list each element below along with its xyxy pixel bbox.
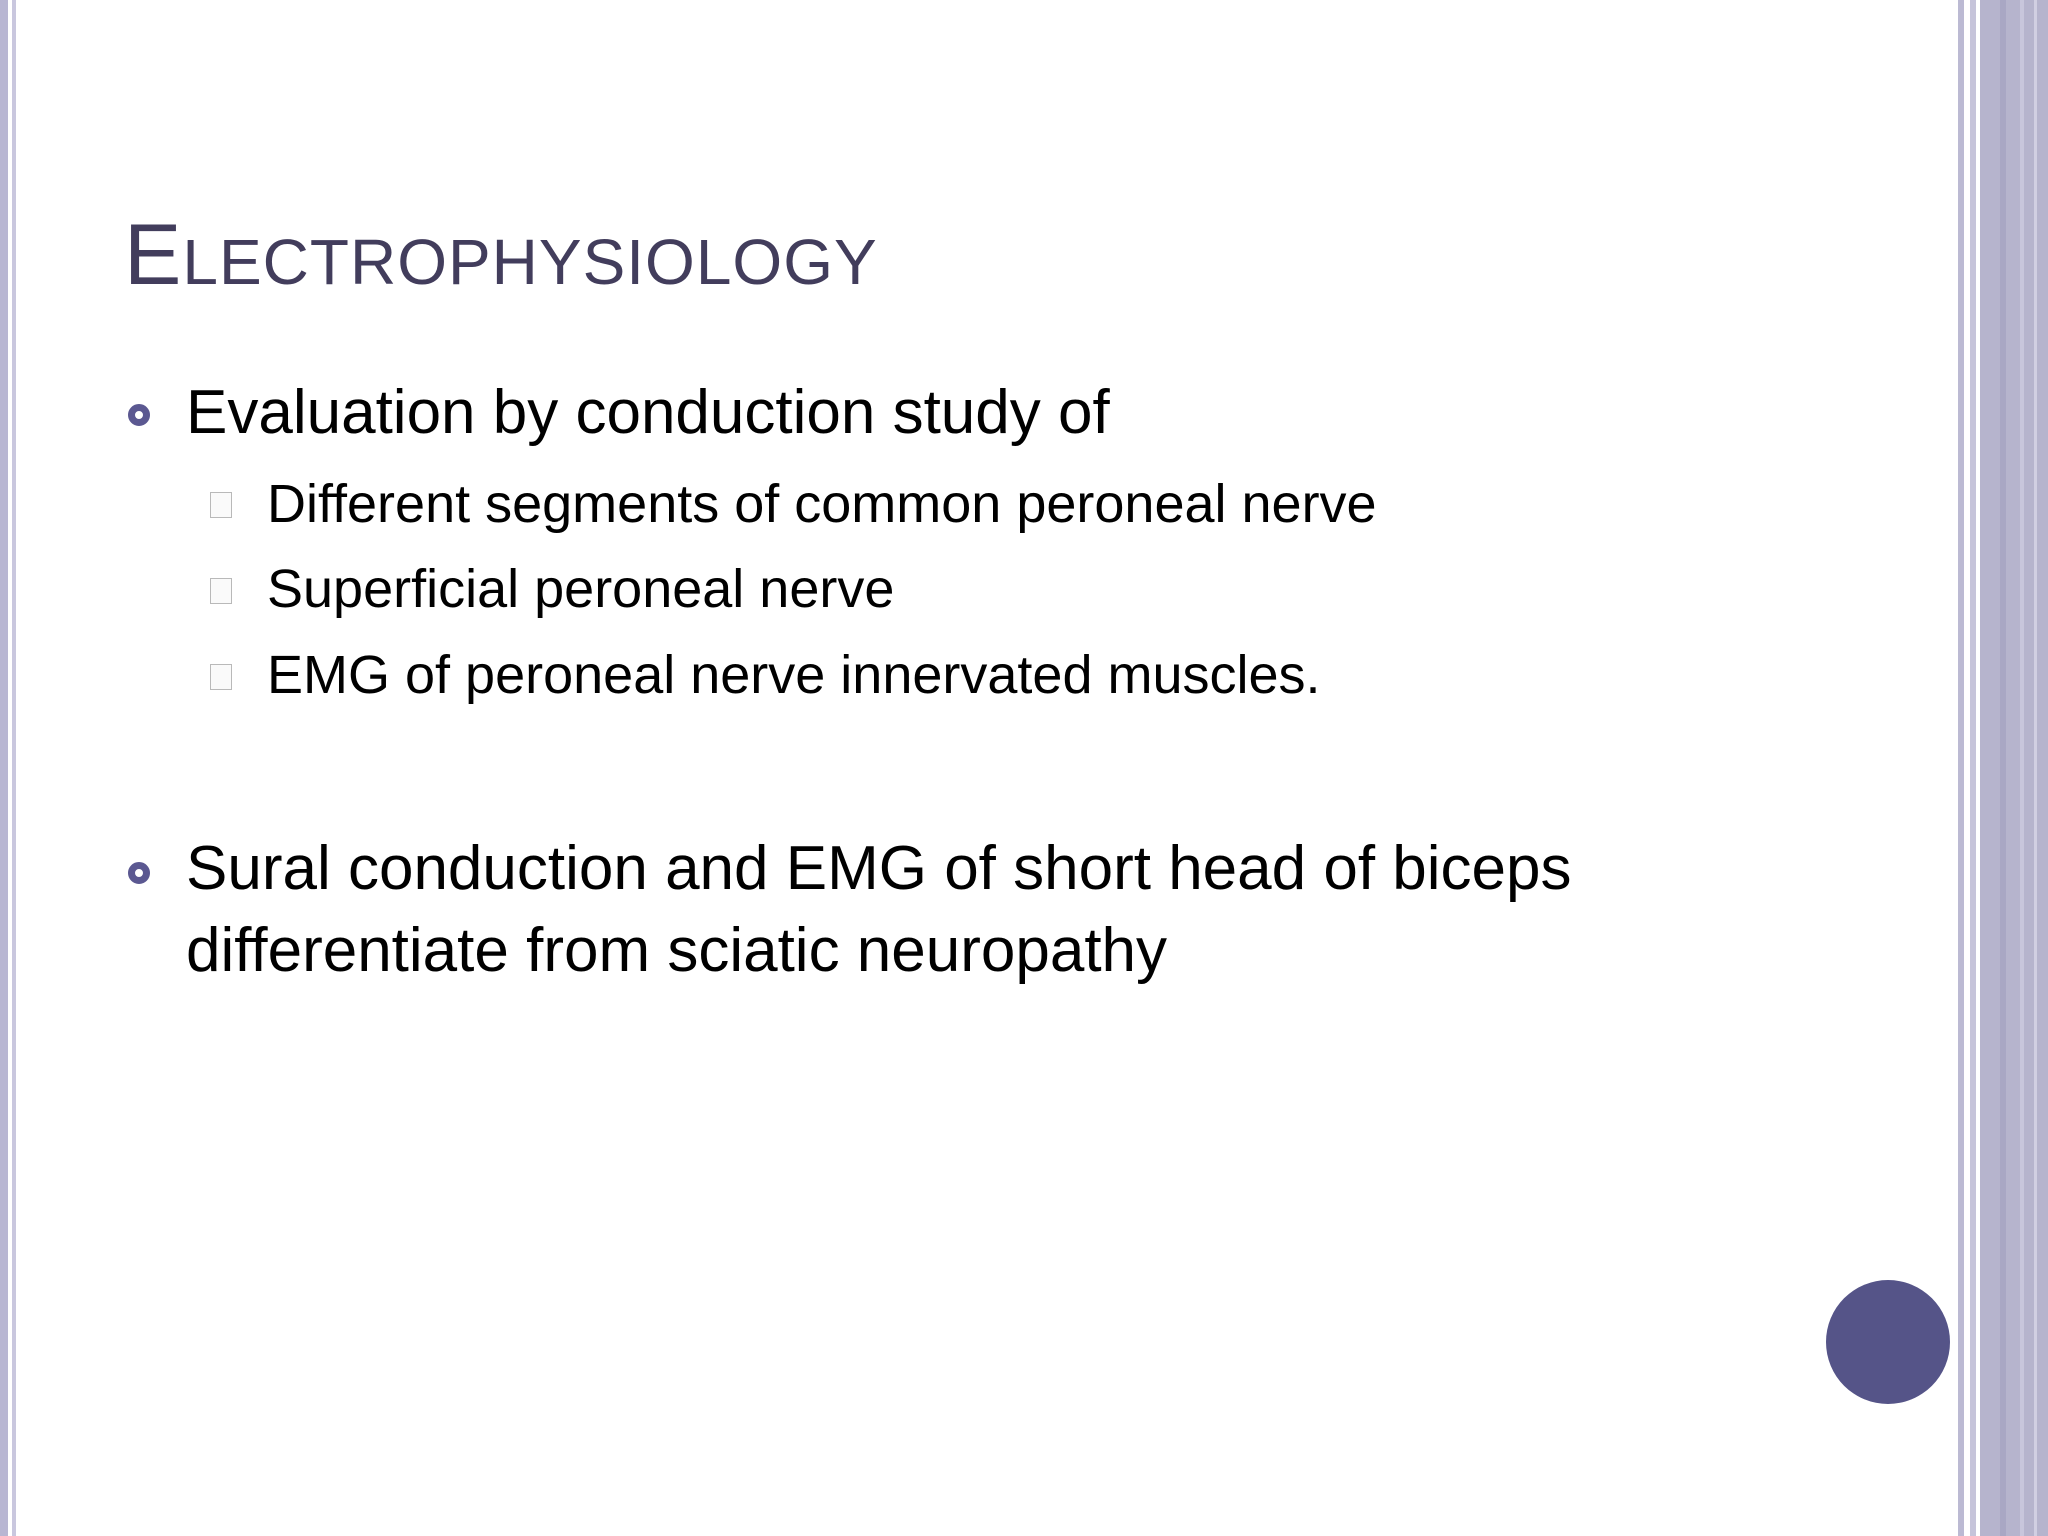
right-border-line <box>2020 0 2024 1536</box>
left-border-line <box>12 0 16 1536</box>
square-box-bullet-icon <box>210 578 232 604</box>
right-border-line <box>2034 0 2037 1536</box>
right-border-line <box>2000 0 2006 1536</box>
slide-title <box>124 207 878 303</box>
bullet-text-line-1: Sural conduction and EMG of short head of biceps <box>186 834 1572 903</box>
bullet-text: Evaluation by conduction study of <box>186 378 1110 447</box>
square-box-bullet-icon <box>210 664 232 690</box>
sub-bullet-text: Superficial peroneal nerve <box>267 559 895 619</box>
right-border-band <box>1980 0 2048 1536</box>
left-border-stripe <box>0 0 8 1536</box>
square-box-bullet-icon <box>210 492 232 518</box>
bullet-text-line-2: differentiate from sciatic neuropathy <box>186 916 1168 985</box>
sub-bullet-text: Different segments of common peroneal nerve <box>267 474 1377 534</box>
filled-circle-icon <box>1826 1280 1950 1404</box>
hollow-circle-bullet-icon <box>128 404 150 426</box>
title-first-letter: E <box>124 207 183 303</box>
right-border-stripe <box>1958 0 1964 1536</box>
sub-bullet-text: EMG of peroneal nerve innervated muscles. <box>267 645 1321 705</box>
right-border-stripe <box>1970 0 1976 1536</box>
hollow-circle-bullet-icon <box>128 862 150 884</box>
title-rest: LECTROPHYSIOLOGY <box>182 226 878 298</box>
